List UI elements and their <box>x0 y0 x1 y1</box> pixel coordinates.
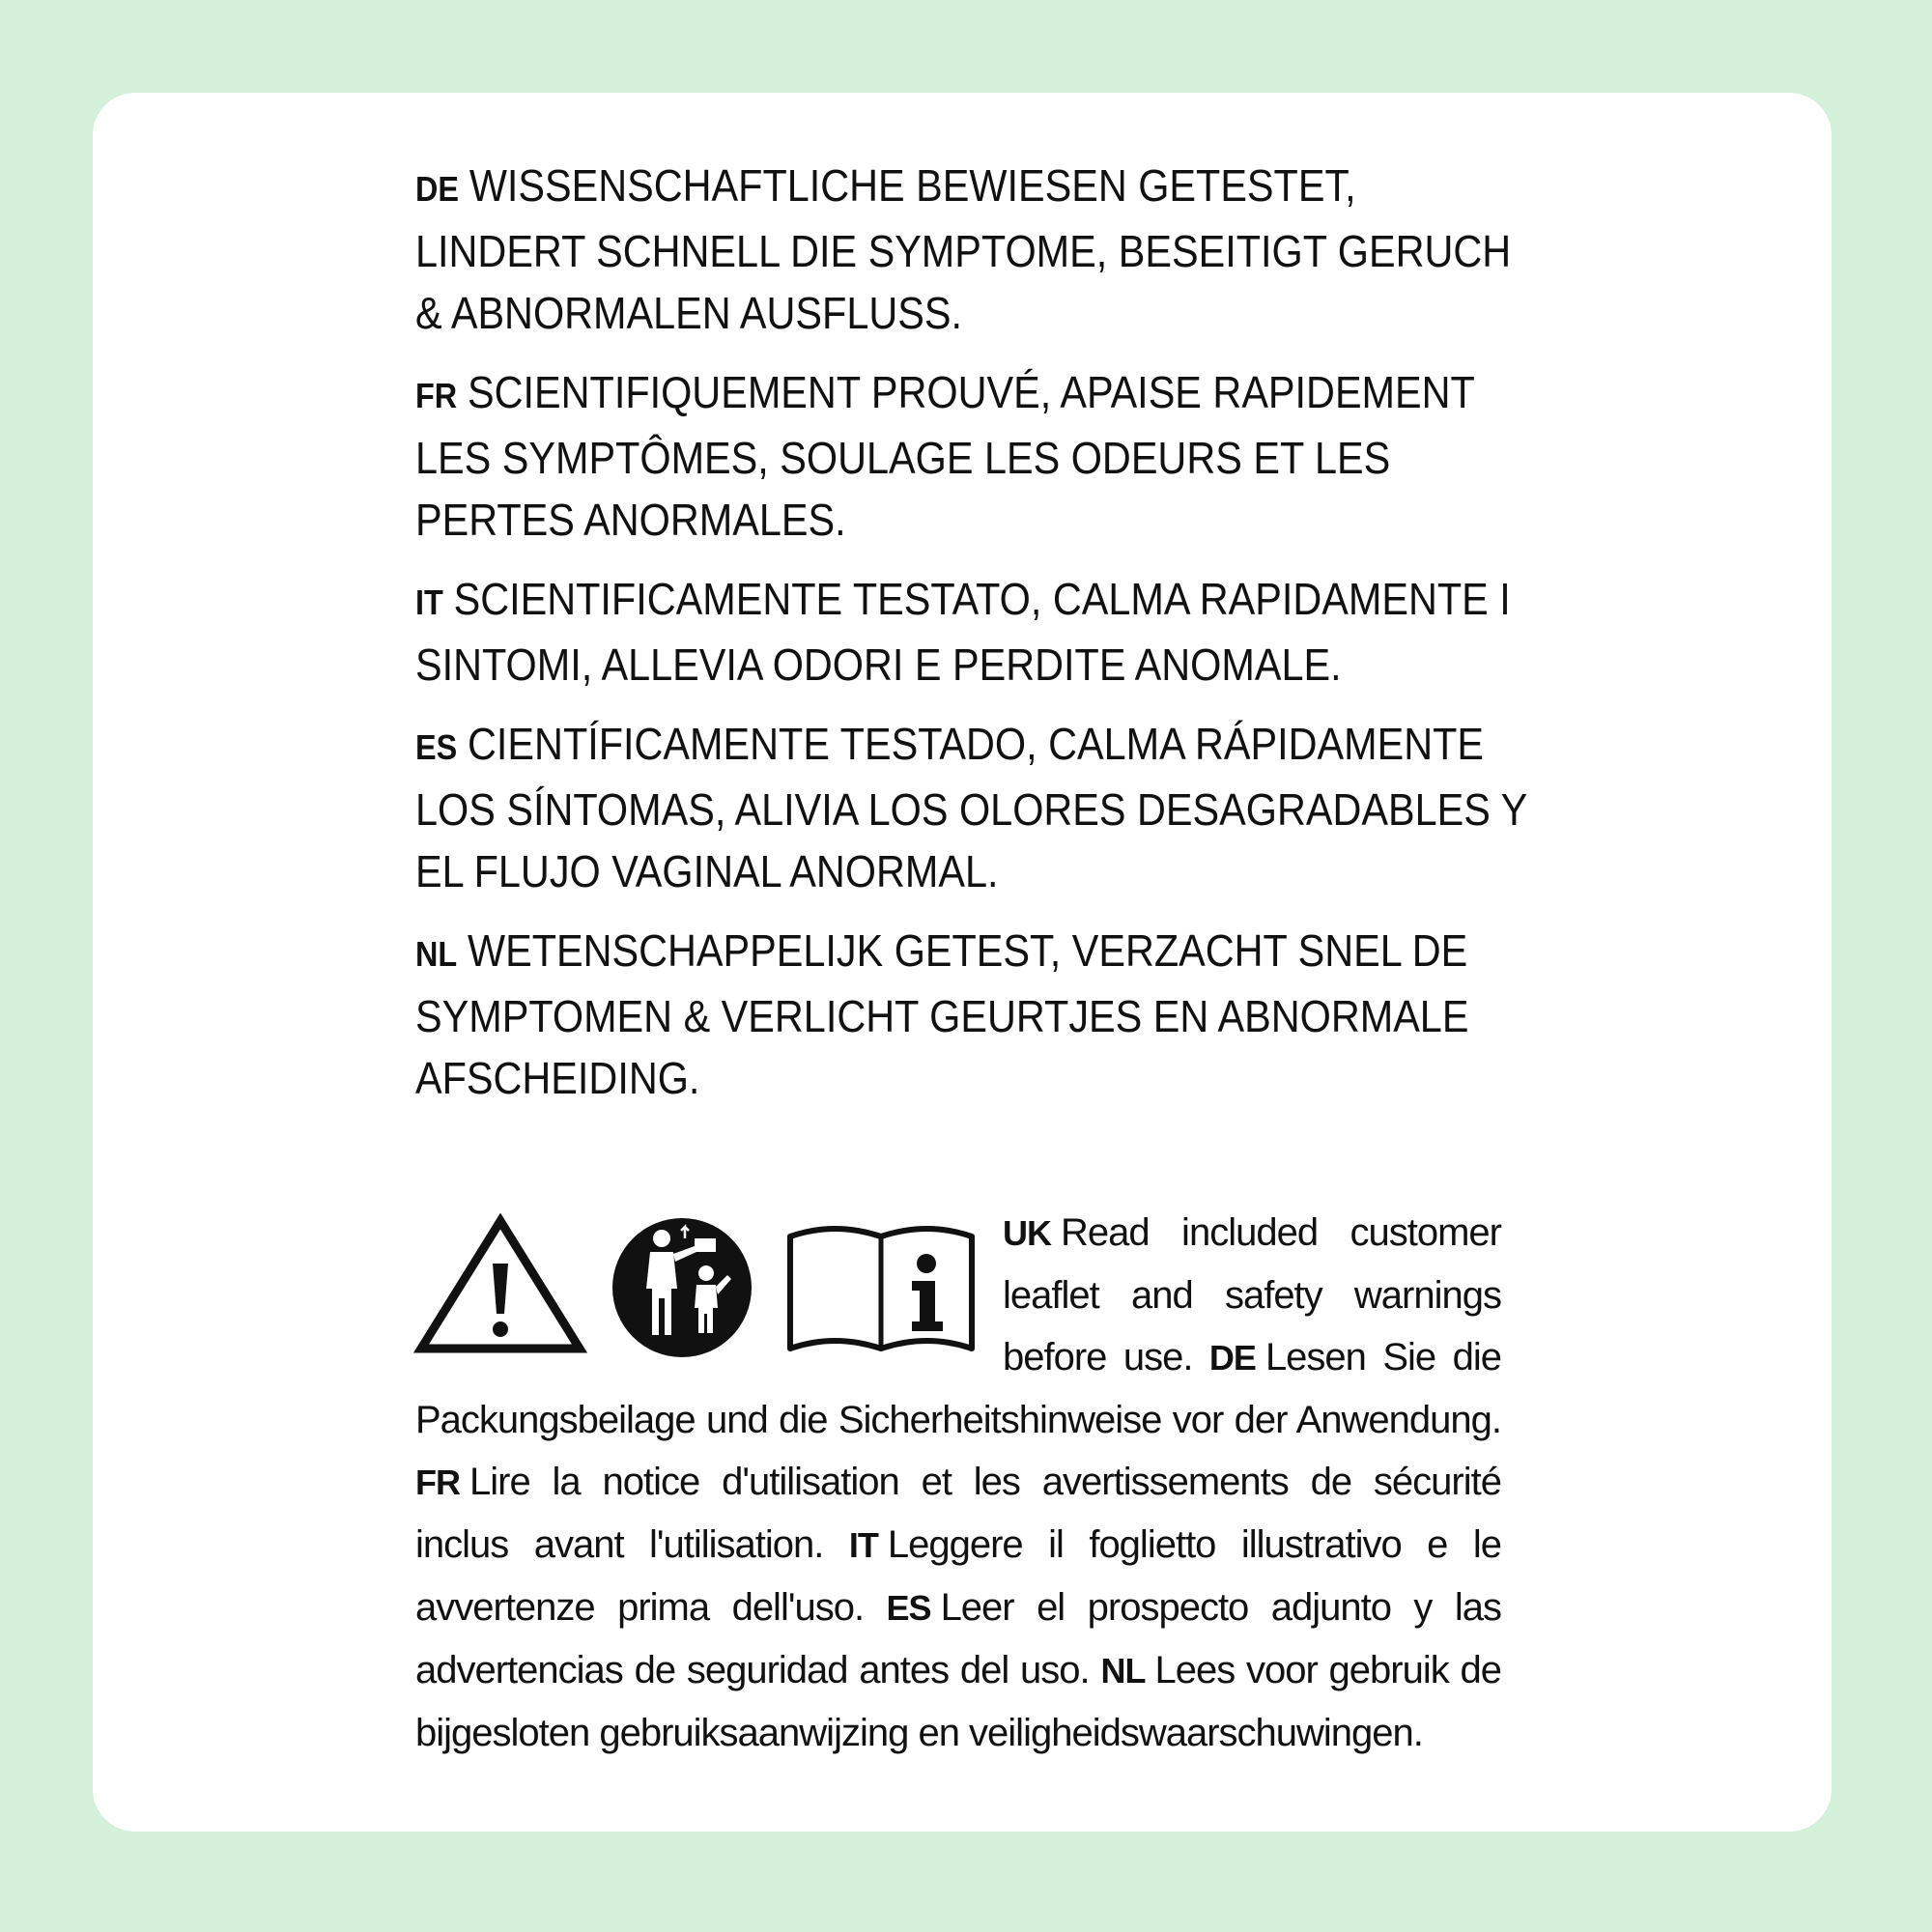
claim-nl <box>415 920 1528 1109</box>
language-code: FR <box>415 1463 460 1502</box>
icon-spacer <box>415 1202 1003 1387</box>
safety-text-it: Leggere il foglietto illustrativo e le avvertenze prima dell'uso. <box>415 1523 1501 1629</box>
claim-text: CIENTÍFICAMENTE TESTADO, CALMA RÁPIDAMENTE LOS SÍNTOMAS, ALIVIA LOS OLORES DESAGRADABLES Y EL FLUJO VAGINAL ANORMAL. <box>415 719 1527 896</box>
language-code: IT <box>848 1525 878 1565</box>
language-code: DE <box>1208 1338 1256 1378</box>
language-code: ES <box>415 727 458 767</box>
safety-instructions <box>415 1202 1501 1764</box>
language-code: ES <box>886 1588 931 1628</box>
language-code: NL <box>1100 1651 1146 1690</box>
claim-it <box>415 568 1528 696</box>
safety-text-de: Lesen Sie die Packungsbeilage und die Sicherheitshinweise vor der Anwendung. <box>415 1336 1501 1441</box>
language-code: DE <box>415 169 460 209</box>
language-code: NL <box>415 934 458 974</box>
claim-text: WISSENSCHAFTLICHE BEWIESEN GETESTET, LINDERT SCHNELL DIE SYMPTOME, BESEITIGT GERUCH & ABNORMALEN AUSFLUSS. <box>415 160 1512 338</box>
product-claims <box>415 155 1536 1126</box>
claim-es <box>415 713 1528 902</box>
safety-text-fr: Lire la notice d'utilisation et les avertissements de sécurité inclus avant l'utilisation. <box>415 1461 1501 1566</box>
safety-text-uk: Read included customer leaflet and safety warnings before use. <box>1003 1211 1501 1378</box>
claim-text: SCIENTIFIQUEMENT PROUVÉ, APAISE RAPIDEMENT LES SYMPTÔMES, SOULAGE LES ODEURS ET LES PERTES ANORMALES. <box>415 367 1475 545</box>
language-code: FR <box>415 376 458 415</box>
claim-text: SCIENTIFICAMENTE TESTATO, CALMA RAPIDAMENTE I SINTOMI, ALLEVIA ODORI E PERDITE ANOMALE. <box>415 574 1511 690</box>
language-code: UK <box>1003 1213 1051 1253</box>
safety-text-nl: Lees voor gebruik de bijgesloten gebruiksaanwijzing en veiligheidswaarschuwingen. <box>415 1649 1502 1754</box>
safety-text-es: Leer el prospecto adjunto y las advertencias de seguridad antes del uso. <box>415 1586 1501 1691</box>
language-code: IT <box>415 582 443 622</box>
claim-text: WETENSCHAPPELIJK GETEST, VERZACHT SNEL DE SYMPTOMEN & VERLICHT GEURTJES EN ABNORMALE AFSCHEIDING. <box>415 925 1469 1103</box>
claim-de <box>415 155 1528 344</box>
claim-fr <box>415 361 1528 551</box>
